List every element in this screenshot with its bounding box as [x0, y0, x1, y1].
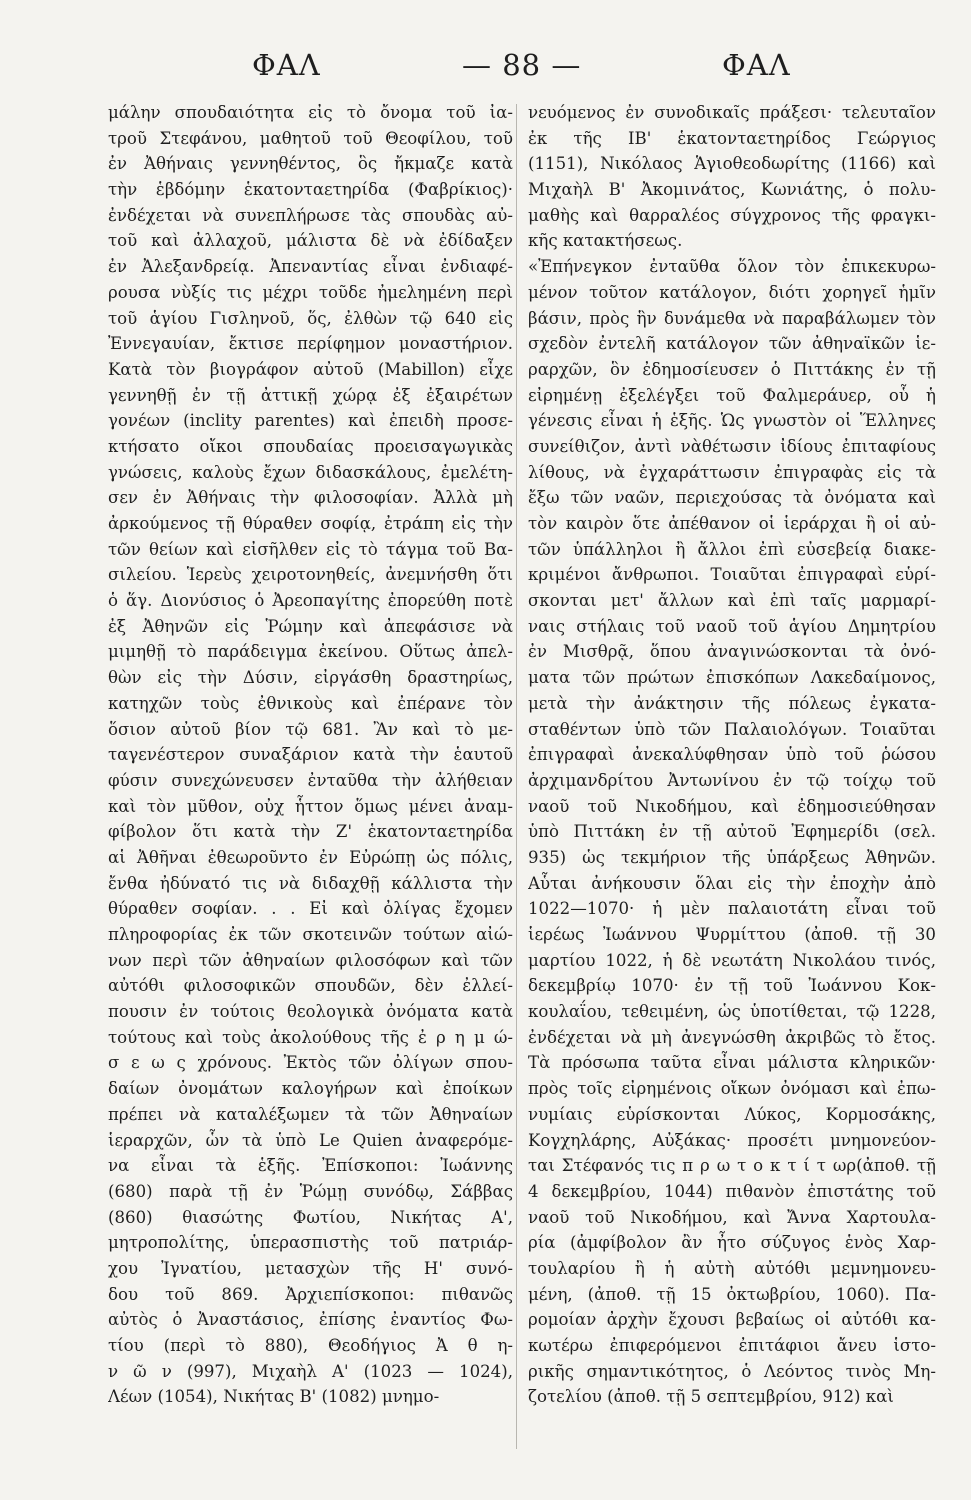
text-line: καὶ τὸν μῦθον, οὐχ ἧττον ὅμως μένει ἀναμ- — [108, 796, 513, 816]
text-line: πρέπει νὰ καταλέξωμεν τὰ τῶν Ἀθηναίων — [108, 1104, 513, 1124]
text-line: ρία (ἀμφίβολον ἂν ἦτο σύζυγος ἑνὸς Χαρ- — [528, 1233, 936, 1253]
text-line: ἱεραρχῶν, ὧν τὰ ὑπὸ Le Quien ἀναφερόμε- — [108, 1130, 513, 1150]
text-line: μετὰ τὴν ἀνάκτησιν τῆς πόλεως ἐγκατα- — [528, 693, 936, 713]
left-column — [108, 100, 513, 1410]
text-line: Τὰ πρόσωπα ταῦτα εἶναι μάλιστα κληρικῶν· — [528, 1053, 936, 1073]
text-line: εἰρημένῃ ἐξελέγξει τοῦ Φαλμεράυερ, οὗ ἡ — [528, 385, 936, 405]
text-line: τὸν καιρὸν ὅτε ἀπέθανον οἱ ἱεράρχαι ἢ οἱ αὐ- — [528, 514, 936, 533]
text-line: τὴν ἑβδόμην ἑκατονταετηρίδα (Φαβρίκιος)· — [108, 180, 513, 200]
text-line: τῶν ὑπάλληλοι ἢ ἄλλοι ἐπὶ εὐσεβείᾳ διακε- — [528, 539, 936, 559]
text-line: γνώσεις, καλοὺς ἔχων διδασκάλους, ἐμελέτη- — [108, 462, 513, 482]
text-line: (860) θιασώτης Φωτίου, Νικήτας Α', — [108, 1207, 513, 1227]
text-line: γεννηθῇ ἐν τῇ ἀττικῇ χώρᾳ ἐξ ἐξαιρέτων — [108, 385, 513, 405]
text-line: ματα τῶν πρώτων ἐπισκόπων Λακεδαίμονος, — [528, 668, 936, 688]
text-line: κουλαΐου, τεθειμένη, ὡς ὑποτίθεται, τῷ 1228, — [528, 1002, 936, 1022]
text-line: λίθους, νὰ ἐγχαράττωσιν ἐπιγραφὰς εἰς τὰ — [528, 462, 936, 482]
header-right-catchword: ΦΑΛ — [722, 48, 791, 82]
text-line: ναοῦ τοῦ Νικοδήμου, καὶ Ἄννα Χαρτουλα- — [528, 1207, 936, 1227]
text-line: ὅσιον αὐτοῦ βίον τῷ 681. Ἂν καὶ τὸ με- — [108, 719, 513, 739]
text-line: 935) ὡς τεκμήριον τῆς ὑπάρξεως Ἀθηνῶν. — [528, 847, 936, 867]
text-line: ζοτελίου (ἀποθ. τῇ 5 σεπτεμβρίου, 912) καὶ — [528, 1387, 894, 1407]
text-line: νυμίαις εὑρίσκονται Λύκος, Κορμοσάκης, — [528, 1104, 936, 1124]
text-line: Λέων (1054), Νικήτας Β' (1082) μνημο- — [108, 1387, 440, 1407]
text-line: πουσιν ἐν τούτοις θεολογικὰ ὀνόματα κατὰ — [108, 1002, 513, 1022]
text-line: Ἐννεγαυίαν, ἔκτισε περίφημον μοναστήριον. — [108, 334, 513, 354]
text-line: ρομοίαν ἀρχὴν ἔχουσι βεβαίως οἱ αὐτόθι κα- — [528, 1310, 936, 1330]
text-line: ἐν Ἀθήναις γεννηθέντος, ὃς ἤκμαζε κατὰ — [108, 154, 513, 174]
text-line: Μιχαὴλ Β' Ἀκομινάτος, Κωνιάτης, ὁ πολυ- — [528, 180, 936, 200]
text-line: σταθέντων ὑπὸ τῶν Παλαιολόγων. Τοιαῦται — [528, 719, 936, 739]
text-line: τοῦ καὶ ἀλλαχοῦ, μάλιστα δὲ νὰ ἐδίδαξεν — [108, 231, 513, 251]
text-line: πληροφορίας ἐκ τῶν σκοτεινῶν τούτων αἰώ- — [108, 925, 513, 944]
text-line: μαθὴς καὶ θαρραλέος σύγχρονος τῆς φραγκι- — [528, 205, 936, 225]
text-line: σ ε ω ς χρόνους. Ἐκτὸς τῶν ὀλίγων σπου- — [108, 1053, 513, 1073]
header-left-catchword: ΦΑΛ — [252, 48, 321, 82]
text-line: Κογχηλάρης, Αὐξάκας· προσέτι μνημονεύον- — [528, 1130, 936, 1150]
text-line: τίου (περὶ τὸ 880), Θεοδήγιος Ἀ θ η- — [108, 1336, 513, 1355]
text-line: τροῦ Στεφάνου, μαθητοῦ τοῦ Θεοφίλου, τοῦ — [108, 128, 513, 148]
text-line: γένεσις εἶναι ἡ ἑξῆς. Ὡς γνωστὸν οἱ Ἕλληνες — [528, 411, 936, 431]
text-line: χου Ἰγνατίου, μετασχὼν τῆς Η' συνό- — [108, 1258, 513, 1278]
text-line: «Ἐπήνεγκον ἐνταῦθα ὅλον τὸν ἐπικεκυρω- — [528, 257, 936, 277]
page-number: — 88 — — [462, 48, 582, 82]
text-line: νευόμενος ἐν συνοδικαῖς πράξεσι· τελευταῖον — [528, 103, 936, 122]
text-line: ὁ ἅγ. Διονύσιος ὁ Ἀρεοπαγίτης ἐπορεύθη ποτὲ — [108, 591, 513, 611]
text-line: τῶν θείων καὶ εἰσῆλθεν εἰς τὸ τάγμα τοῦ Βα- — [108, 539, 513, 559]
text-line: μένη, (ἀποθ. τῇ 15 ὀκτωβρίου, 1060). Πα- — [528, 1284, 936, 1304]
text-line: σεν ἐν Ἀθήναις τὴν φιλοσοφίαν. Ἀλλὰ μὴ — [108, 488, 513, 508]
text-line: τοῦ ἁγίου Γισληνοῦ, ὅς, ἐλθὼν τῷ 640 εἰς — [108, 308, 513, 328]
text-line: ἔνθα ἠδύνατό τις νὰ διδαχθῇ κάλλιστα τὴν — [108, 873, 513, 893]
text-line: Αὗται ἀνήκουσιν ὅλαι εἰς τὴν ἐποχὴν ἀπὸ — [528, 873, 936, 893]
text-line: 4 δεκεμβρίου, 1044) πιθανὸν ἐπιστάτης τοῦ — [528, 1181, 936, 1201]
text-line: γονέων (inclity parentes) καὶ ἐπειδὴ προσε- — [108, 411, 513, 431]
text-line: μάλην σπουδαιότητα εἰς τὸ ὄνομα τοῦ ἰα- — [108, 103, 513, 122]
text-line: μιμηθῇ τὸ παράδειγμα ἐκείνου. Οὕτως ἀπελ- — [108, 642, 513, 662]
text-line: θύραθεν σοφίαν. . . Εἰ καὶ ὀλίγας ἔχομεν — [108, 899, 513, 919]
text-line: να εἶναι τὰ ἑξῆς. Ἐπίσκοποι: Ἰωάννης — [108, 1156, 513, 1176]
text-line: ἔξω τῶν ναῶν, περιεχούσας τὰ ὀνόματα καὶ — [528, 488, 936, 508]
column-divider — [516, 104, 517, 1449]
text-line: δεκεμβρίῳ 1070· ἐν τῇ τοῦ Ἰωάννου Κοκ- — [528, 976, 936, 996]
text-line: δαίων ὀνομάτων καλογήρων καὶ ἐποίκων — [108, 1079, 513, 1099]
text-line: φίβολον ὅτι κατὰ τὴν Ζ' ἑκατονταετηρίδα — [108, 822, 513, 842]
text-line: μαρτίου 1022, ἡ δὲ νεωτάτη Νικολάου τινός, — [528, 950, 936, 970]
text-line: Κατὰ τὸν βιογράφον αὐτοῦ (Mabillon) εἶχε — [108, 359, 513, 379]
text-line: ταγενέστερον συναξάριον κατὰ τὴν ἑαυτοῦ — [108, 745, 513, 765]
text-line: αἱ Ἀθῆναι ἐθεωροῦντο ἐν Εὐρώπῃ ὡς πόλις, — [108, 847, 513, 867]
text-line: ἐν Μισθρᾷ, ὅπου ἀναγινώσκονται τὰ ὀνό- — [528, 642, 936, 662]
text-line: σιλείου. Ἱερεὺς χειροτονηθείς, ἀνεμνήσθη ὅτι — [108, 565, 513, 585]
text-line: θὼν εἰς τὴν Δύσιν, εἰργάσθη δραστηρίως, — [108, 668, 513, 688]
text-line: αὐτόθι φιλοσοφικῶν σπουδῶν, δὲν ἐλλεί- — [108, 976, 513, 996]
text-line: αὐτὸς ὁ Ἀναστάσιος, ἐπίσης ἐναντίος Φω- — [108, 1310, 513, 1330]
text-line: ἐνδέχεται νὰ συνεπλήρωσε τὰς σπουδὰς αὐ- — [108, 205, 513, 225]
text-line: ἀρκούμενος τῇ θύραθεν σοφίᾳ, ἐτράπη εἰς τὴν — [108, 514, 513, 533]
text-line: ἐπιγραφαὶ ἀνεκαλύφθησαν ὑπὸ τοῦ ῥώσου — [528, 745, 936, 765]
text-line: ἐν Ἀλεξανδρείᾳ. Ἀπεναντίας εἶναι ἐνδιαφέ- — [108, 257, 513, 277]
text-line: ν ῶ ν (997), Μιχαὴλ Α' (1023 — 1024), — [108, 1361, 513, 1381]
text-line: πρὸς τοῖς εἰρημένοις οἴκων ὀνόμασι καὶ ἐπω- — [528, 1079, 936, 1099]
text-line: ἀρχιμανδρίτου Ἀντωνίνου ἐν τῷ τοίχῳ τοῦ — [528, 770, 936, 790]
running-header — [0, 48, 971, 98]
text-line: συνείθιζον, ἀντὶ νὰθέτωσιν ἰδίους ἐπιταφίους — [528, 436, 936, 456]
text-line: κατηχῶν τοὺς ἐθνικοὺς καὶ ἐπέρανε τὸν — [108, 693, 513, 713]
text-line: μένον τοῦτον κατάλογον, διότι χορηγεῖ ἡμῖν — [528, 282, 936, 302]
text-line: μητροπολίτης, ὑπερασπιστὴς τοῦ πατριάρ- — [108, 1233, 513, 1253]
text-line: ται Στέφανός τις π ρ ω τ ο κ τ ί τ ωρ(ἀποθ. τῇ — [528, 1156, 936, 1176]
text-line: τουλαρίου ἢ ἡ αὐτὴ αὐτόθι μεμνημονευ- — [528, 1258, 936, 1278]
text-line: σχεδὸν ἐντελῆ κατάλογον τῶν ἀθηναϊκῶν ἱε- — [528, 334, 936, 354]
text-line: (680) παρὰ τῇ ἐν Ῥώμῃ συνόδῳ, Σάββας — [108, 1181, 513, 1201]
text-line: ναις στήλαις τοῦ ναοῦ τοῦ ἁγίου Δημητρίου — [528, 616, 936, 636]
text-line: (1151), Νικόλαος Ἁγιοθεοδωρίτης (1166) καὶ — [528, 154, 936, 174]
right-column — [528, 100, 936, 1410]
text-line: ὑπὸ Πιττάκη ἐν τῇ αὐτοῦ Ἐφημερίδι (σελ. — [528, 822, 936, 842]
text-line: κωτέρω ἐπιφερόμενοι ἐπιτάφιοι ἄνευ ἱστο- — [528, 1336, 936, 1355]
text-line: βάσιν, πρὸς ἣν δυνάμεθα νὰ παραβάλωμεν τὸν — [528, 308, 936, 328]
text-line: ραρχῶν, ὃν ἐδημοσίευσεν ὁ Πιττάκης ἐν τῇ — [528, 359, 936, 379]
text-line: κριμένοι ἄνθρωποι. Τοιαῦται ἐπιγραφαὶ εὑρί- — [528, 565, 936, 585]
text-line: κτήσατο οἴκοι σπουδαίας προεισαγωγικὰς — [108, 436, 513, 456]
text-line: σκονται μετ' ἄλλων καὶ ἐπὶ ταῖς μαρμαρί- — [528, 591, 936, 611]
text-line: ἐξ Ἀθηνῶν εἰς Ῥώμην καὶ ἀπεφάσισε νὰ — [108, 616, 513, 636]
text-line: ρουσα νὺξίς τις μέχρι τοῦδε ἠμελημένη περὶ — [108, 282, 513, 302]
text-line: ναοῦ τοῦ Νικοδήμου, καὶ ἐδημοσιεύθησαν — [528, 796, 936, 816]
text-line: ρικῆς σημαντικότητος, ὁ Λεόντος τινὸς Μη- — [528, 1361, 936, 1381]
text-line: νων περὶ τῶν ἀθηναίων φιλοσόφων καὶ τῶν — [108, 950, 513, 970]
text-line: ἱερέως Ἰωάννου Ψυρμίττου (ἀποθ. τῇ 30 — [528, 925, 936, 944]
text-line: ἐνδέχεται νὰ μὴ ἀνεγνώσθη ἀκριβῶς τὸ ἔτος. — [528, 1027, 936, 1047]
text-line: τούτους καὶ τοὺς ἀκολούθους τῆς ἐ ρ η μ ώ- — [108, 1027, 513, 1047]
text-line: κῆς κατακτήσεως. — [528, 231, 683, 251]
text-line: 1022—1070· ἡ μὲν παλαιοτάτη εἶναι τοῦ — [528, 899, 936, 919]
text-line: φύσιν συνεχώνευσεν ἐνταῦθα τὴν ἀλήθειαν — [108, 770, 513, 790]
text-line: ἐκ τῆς ΙΒ' ἑκατονταετηρίδος Γεώργιος — [528, 128, 936, 148]
text-line: δου τοῦ 869. Ἀρχιεπίσκοποι: πιθανῶς — [108, 1284, 513, 1304]
